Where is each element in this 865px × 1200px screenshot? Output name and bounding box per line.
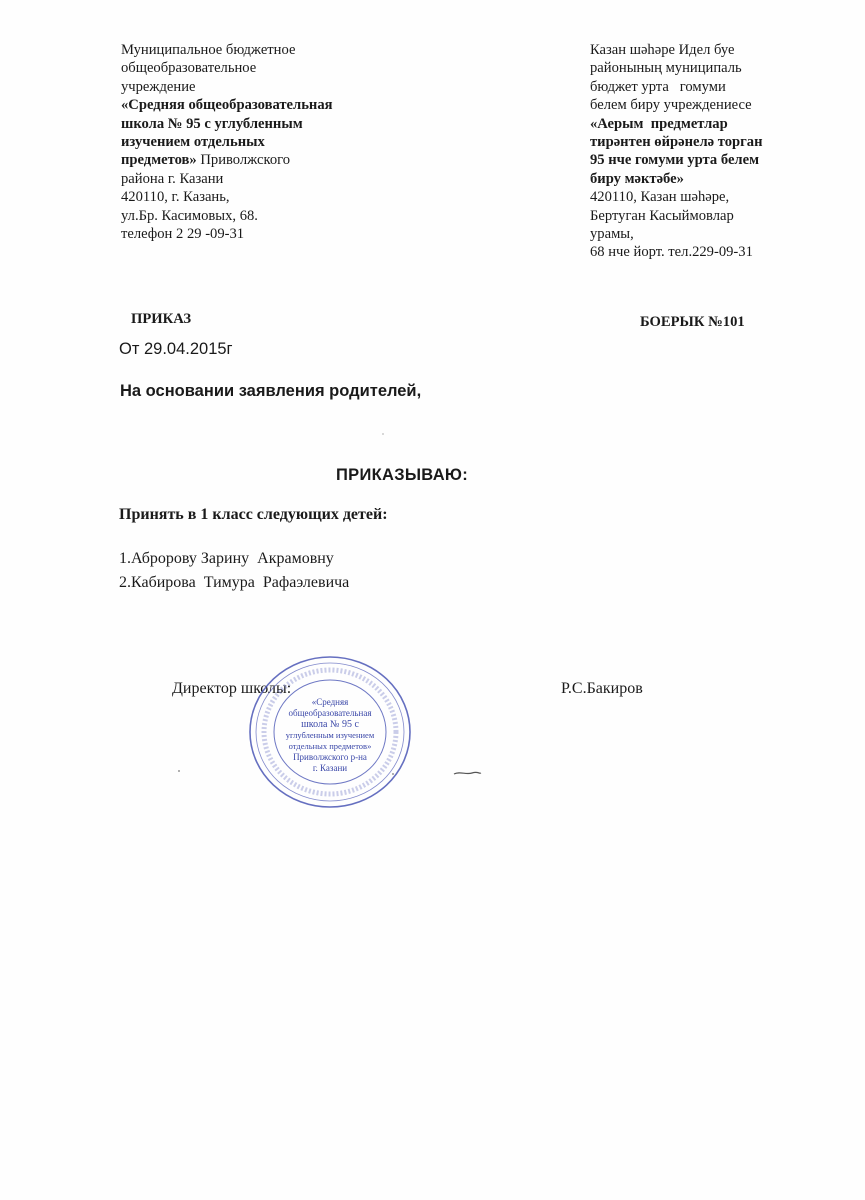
header-right-line: биру мәктәбе»	[590, 170, 684, 187]
order-action: Принять в 1 класс следующих детей:	[119, 506, 388, 523]
header-right-line: районының муниципаль	[590, 60, 742, 77]
scan-speck	[392, 773, 394, 775]
header-right-line: 95 нче гомуми урта белем	[590, 152, 760, 169]
scan-speck	[178, 770, 180, 772]
header-left-line: Муниципальное бюджетное	[121, 42, 296, 58]
header-right-block	[590, 41, 850, 262]
order-basis: На основании заявления родителей,	[120, 382, 422, 400]
list-item: 1.Абророву Зарину Акрамовну	[119, 550, 334, 567]
header-right-line: урамы,	[590, 226, 634, 243]
header-right-line: 420110, Казан шәһәре,	[590, 189, 730, 206]
header-left-line: ул.Бр. Касимовых, 68.	[121, 207, 258, 224]
director-title: Директор школы:	[172, 680, 292, 697]
order-command: ПРИКАЗЫВАЮ:	[336, 466, 469, 484]
header-right-line: «Аерым предметлар	[590, 115, 728, 132]
header-left-line: телефон 2 29 -09-31	[121, 226, 245, 243]
stamp-line: отдельных предметов»	[288, 741, 372, 751]
list-item: 2.Кабирова Тимура Рафаэлевича	[119, 574, 350, 591]
stamp-line: общеобразовательная	[288, 708, 372, 718]
header-left-line: предметов»	[121, 152, 197, 169]
stamp-line: «Средняя	[311, 697, 349, 707]
stamp-line: углубленным изучением	[285, 730, 375, 740]
header-right-line: 68 нче йорт. тел.229-09-31	[590, 244, 753, 261]
student-list	[119, 547, 349, 595]
header-left-line: учреждение	[121, 78, 196, 95]
director-name: Р.С.Бакиров	[561, 680, 643, 697]
order-date: От 29.04.2015г	[119, 340, 233, 358]
order-title-ru: ПРИКАЗ	[131, 311, 192, 327]
header-right-line: тирәнтен өйрәнелә торган	[590, 134, 763, 151]
stamp-line: школа № 95 с	[301, 719, 359, 730]
signature-mark	[452, 768, 482, 778]
header-left-line: 420110, г. Казань,	[121, 189, 230, 206]
header-left-block	[121, 41, 401, 243]
stamp-line: г. Казани	[312, 763, 348, 773]
header-right-line: Бертуган Касыймовлар	[590, 207, 734, 224]
header-left-line: района г. Казани	[121, 170, 224, 187]
header-right-line: бюджет урта гомуми	[590, 78, 726, 95]
stamp-line: Приволжского р-на	[293, 752, 367, 762]
header-left-line: Приволжского	[196, 152, 291, 169]
school-stamp	[245, 652, 415, 812]
header-left-line: «Средняя общеобразовательная	[121, 97, 333, 114]
header-right-line: Казан шәһәре Идел буе	[590, 42, 735, 58]
scan-speck	[382, 433, 384, 435]
header-left-line: изучением отдельных	[121, 134, 265, 151]
header-left-line: общеобразовательное	[121, 60, 257, 77]
header-left-line: школа № 95 с углубленным	[121, 115, 303, 132]
header-right-line: белем биру учреждениесе	[590, 97, 752, 114]
order-title-tt: БОЕРЫК №101	[640, 314, 745, 330]
